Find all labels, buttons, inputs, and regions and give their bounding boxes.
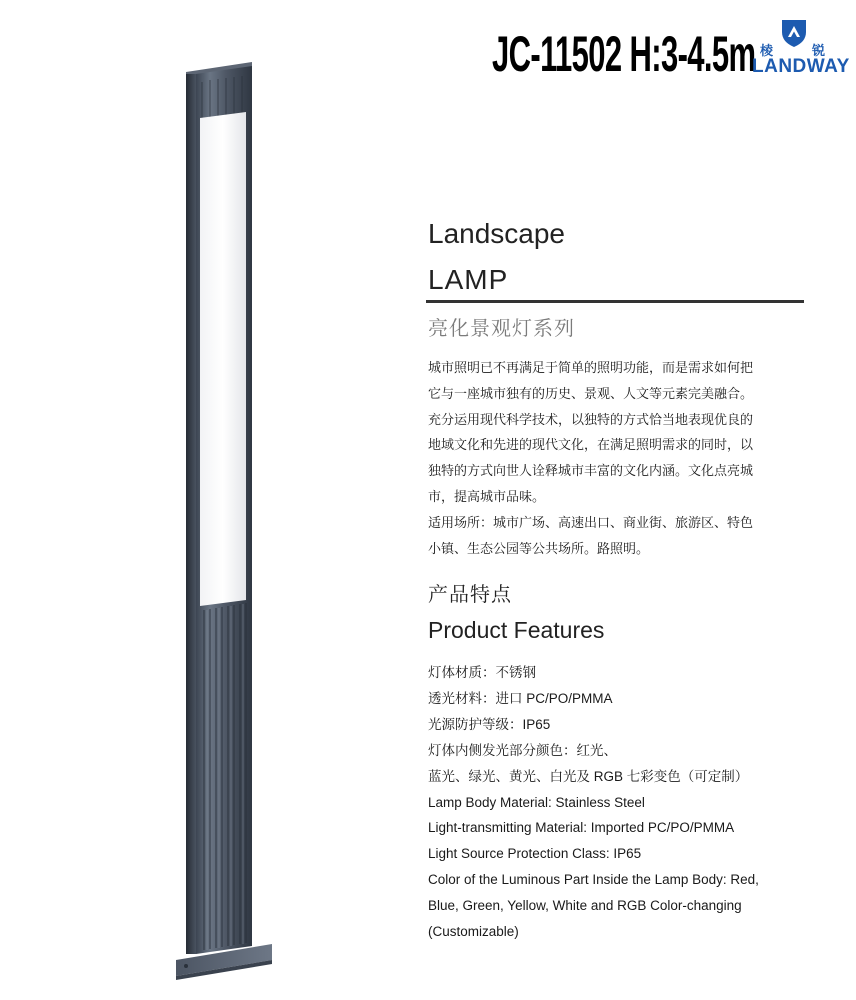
intro-line: 适用场所：城市广场、高速出口、商业街、旅游区、特色 — [428, 515, 754, 531]
series-subtitle: 亮化景观灯系列 — [428, 316, 575, 340]
feature-line: Light-transmitting Material: Imported PC/PO/PMMA — [428, 820, 735, 836]
intro-line: 独特的方式向世人诠释城市丰富的文化内涵。文化点亮城 — [428, 464, 754, 480]
product-title-line2: LAMP — [428, 264, 509, 295]
features-heading-en: Product Features — [428, 617, 605, 643]
feature-line: 光源防护等级：IP65 — [428, 716, 551, 732]
model-title: JC-11502 H:3-4.5m — [492, 26, 756, 82]
lamp-pole-image — [172, 60, 282, 980]
feature-line: Color of the Luminous Part Inside the Lamp Body: Red, — [428, 872, 759, 888]
feature-line: (Customizable) — [428, 924, 519, 940]
intro-line: 地域文化和先进的现代文化，在满足照明需求的同时，以 — [428, 438, 754, 454]
product-title-line1: Landscape — [428, 218, 566, 249]
shield-logo-icon — [779, 18, 809, 48]
title-divider — [426, 300, 804, 303]
intro-line: 小镇、生态公园等公共场所。路照明。 — [428, 541, 650, 557]
feature-line: Lamp Body Material: Stainless Steel — [428, 794, 645, 810]
brand-name: LANDWAY — [752, 56, 850, 77]
feature-line: 灯体材质：不锈钢 — [428, 665, 536, 680]
intro-line: 它与一座城市独有的历史、景观、人文等元素完美融合。 — [428, 386, 754, 402]
feature-line: 蓝光、绿光、黄光、白光及 RGB 七彩变色（可定制） — [428, 768, 749, 784]
feature-line: 透光材料：进口 PC/PO/PMMA — [428, 690, 613, 706]
brand-cn-right: 锐 — [812, 44, 826, 59]
features-list — [428, 660, 838, 945]
intro-line: 市，提高城市品味。 — [428, 489, 546, 505]
feature-line: Blue, Green, Yellow, White and RGB Color-changing — [428, 898, 742, 914]
intro-line: 城市照明已不再满足于简单的照明功能，而是需求如何把 — [428, 361, 754, 376]
brand-cn-left: 棱 — [760, 44, 774, 59]
feature-line: 灯体内侧发光部分颜色：红光、 — [428, 742, 617, 758]
brand-logo — [752, 18, 848, 76]
intro-paragraph — [428, 356, 808, 562]
features-heading-cn: 产品特点 — [428, 582, 512, 606]
intro-line: 充分运用现代科学技术，以独特的方式恰当地表现优良的 — [428, 412, 754, 428]
feature-line: Light Source Protection Class: IP65 — [428, 846, 642, 862]
